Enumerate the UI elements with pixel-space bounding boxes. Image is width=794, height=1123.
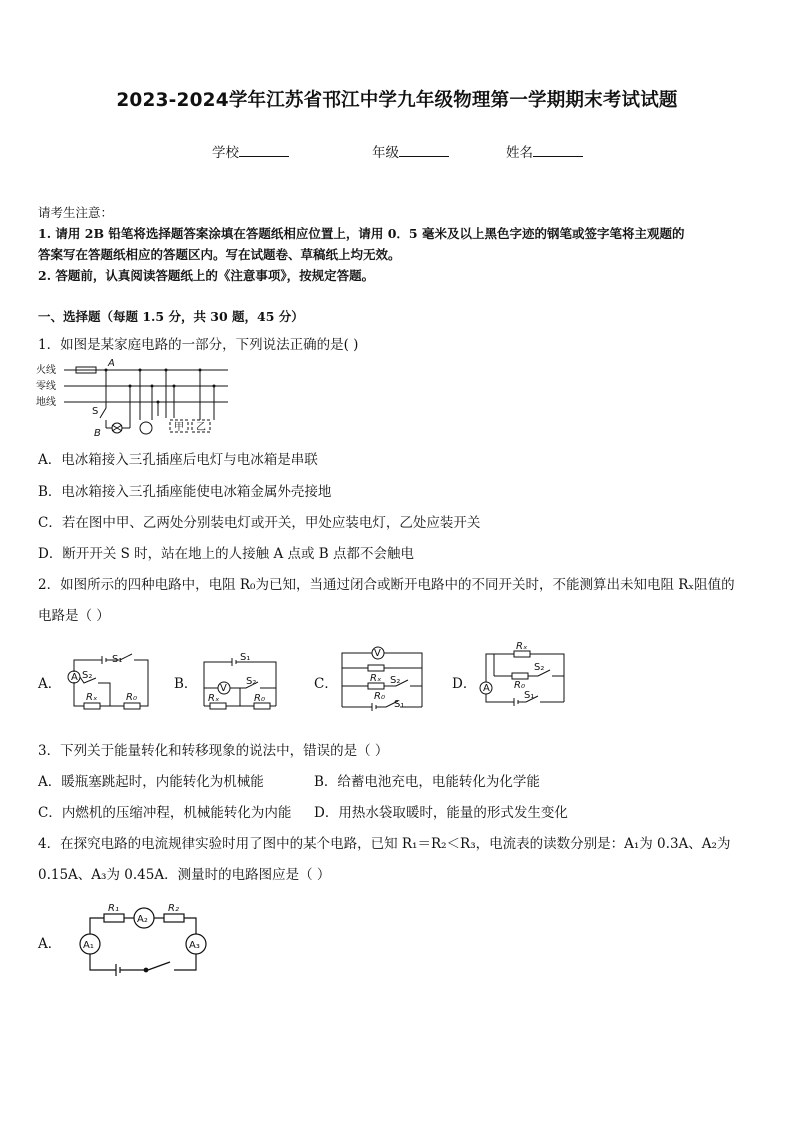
q2-stem-line-2: 电路是（ ）: [38, 608, 110, 624]
q4-a2-symbol: A₂: [137, 914, 148, 925]
q2d-r0-label: R₀: [514, 680, 525, 691]
q1-live-wire-label: 火线: [36, 365, 56, 376]
q2c-s1-label: S₁: [394, 699, 405, 710]
q1-option-a: A．电冰箱接入三孔插座后电灯与电冰箱是串联: [38, 452, 318, 468]
q2-option-b-letter: B．: [174, 676, 198, 692]
q2b-rx-label: Rₓ: [208, 693, 220, 704]
grade-label: 年级: [372, 145, 399, 161]
q1-ground-wire-label: 地线: [36, 397, 56, 408]
q1-point-b-label: B: [94, 428, 101, 439]
q2-circuit-c: [338, 645, 428, 713]
q1-switch-label: S: [92, 406, 99, 417]
q1-jia-label: 甲: [174, 422, 184, 433]
q2b-voltmeter-symbol: V: [220, 683, 227, 694]
q3-stem: 3．下列关于能量转化和转移现象的说法中，错误的是（ ）: [38, 743, 389, 759]
q2d-rx-label: Rₓ: [516, 641, 528, 652]
q4-stem-line-1: 4．在探究电路的电流规律实验时用了图中的某个电路，已知 R₁＝R₂＜R₃，电流表的读数分别是：A₁为 0.3A、A₂为: [38, 836, 731, 852]
q2-stem-line-1: 2．如图所示的四种电路中，电阻 R₀为已知，当通过闭合或断开电路中的不同开关时，不能测算出未知电阻 Rₓ阻值的: [38, 577, 735, 593]
q2d-s2-label: S₂: [534, 662, 545, 673]
school-label: 学校: [212, 145, 239, 161]
q4-r1-label: R₁: [108, 903, 119, 914]
notice-item-1-line-1: 1. 请用 2B 铅笔将选择题答案涂填在答题纸相应位置上，请用 0．5 毫米及以上黑色字迹的钢笔或签字笔将主观题的: [38, 226, 685, 241]
q1-household-circuit-figure: [36, 358, 236, 443]
q2c-r0-label: R₀: [374, 691, 385, 702]
q2c-voltmeter-symbol: V: [374, 648, 381, 659]
q1-yi-label: 乙: [196, 422, 206, 433]
q1-option-d: D．断开开关 S 时，站在地上的人接触 A 点或 B 点都不会触电: [38, 546, 414, 562]
q3-option-b: B．给蓄电池充电，电能转化为化学能: [314, 774, 540, 790]
grade-field: [372, 141, 449, 161]
q2d-s1-label: S₁: [524, 690, 535, 701]
q2-circuit-b: [198, 650, 283, 712]
q3-option-c: C．内燃机的压缩冲程，机械能转化为内能: [38, 805, 292, 821]
q2a-s1-label: S₁: [112, 654, 123, 665]
name-blank: [533, 144, 583, 157]
name-label: 姓名: [506, 145, 533, 161]
q4-stem-line-2: 0.15A、A₃为 0.45A．测量时的电路图应是（ ）: [38, 867, 331, 883]
page-title: 2023-2024学年江苏省邗江中学九年级物理第一学期期末考试试题: [116, 90, 678, 111]
school-field: [212, 141, 289, 161]
q2-circuit-d: [474, 641, 569, 708]
q2-circuit-a: [60, 650, 155, 712]
q1-point-a-label: A: [108, 358, 115, 369]
q2b-s2-label: S₂: [246, 676, 257, 687]
q2a-s2-label: S₂: [82, 670, 93, 681]
q2a-r0-label: R₀: [126, 692, 137, 703]
q1-neutral-wire-label: 零线: [36, 381, 56, 392]
notice-item-1-line-2: 答案写在答题纸相应的答题区内。写在试题卷、草稿纸上均无效。: [38, 247, 401, 262]
q4-a1-symbol: A₁: [83, 940, 94, 951]
q2-option-a-letter: A．: [38, 676, 62, 692]
q2d-ammeter-symbol: A: [483, 683, 490, 694]
q2a-rx-label: Rₓ: [86, 692, 98, 703]
q1-stem: 1．如图是某家庭电路的一部分，下列说法正确的是( ): [38, 337, 359, 353]
q2b-s1-label: S₁: [240, 652, 251, 663]
grade-blank: [399, 144, 449, 157]
q4-a3-symbol: A₃: [189, 940, 200, 951]
q2c-rx-label: Rₓ: [370, 673, 382, 684]
q1-option-b: B．电冰箱接入三孔插座能使电冰箱金属外壳接地: [38, 484, 332, 500]
q3-option-a: A．暖瓶塞跳起时，内能转化为机械能: [38, 774, 264, 790]
q4-r2-label: R₂: [168, 903, 179, 914]
q2a-ammeter-symbol: A: [71, 672, 78, 683]
q2-option-d-letter: D．: [452, 676, 477, 692]
school-blank: [239, 144, 289, 157]
q2b-r0-label: R₀: [254, 693, 265, 704]
section-heading: 一、选择题（每题 1.5 分，共 30 题，45 分）: [38, 309, 304, 324]
q2-option-c-letter: C．: [314, 676, 338, 692]
notice-heading: 请考生注意：: [38, 205, 114, 220]
notice-item-2: 2. 答题前，认真阅读答题纸上的《注意事项》，按规定答题。: [38, 268, 375, 283]
q4-option-a-letter: A．: [38, 936, 62, 952]
q3-option-d: D．用热水袋取暖时，能量的形式发生变化: [314, 805, 568, 821]
q1-option-c: C．若在图中甲、乙两处分别装电灯或开关，甲处应装电灯，乙处应装开关: [38, 515, 481, 531]
q4-circuit-a: [74, 898, 214, 978]
q2c-s2-label: S₂: [390, 675, 401, 686]
name-field: [506, 141, 583, 161]
